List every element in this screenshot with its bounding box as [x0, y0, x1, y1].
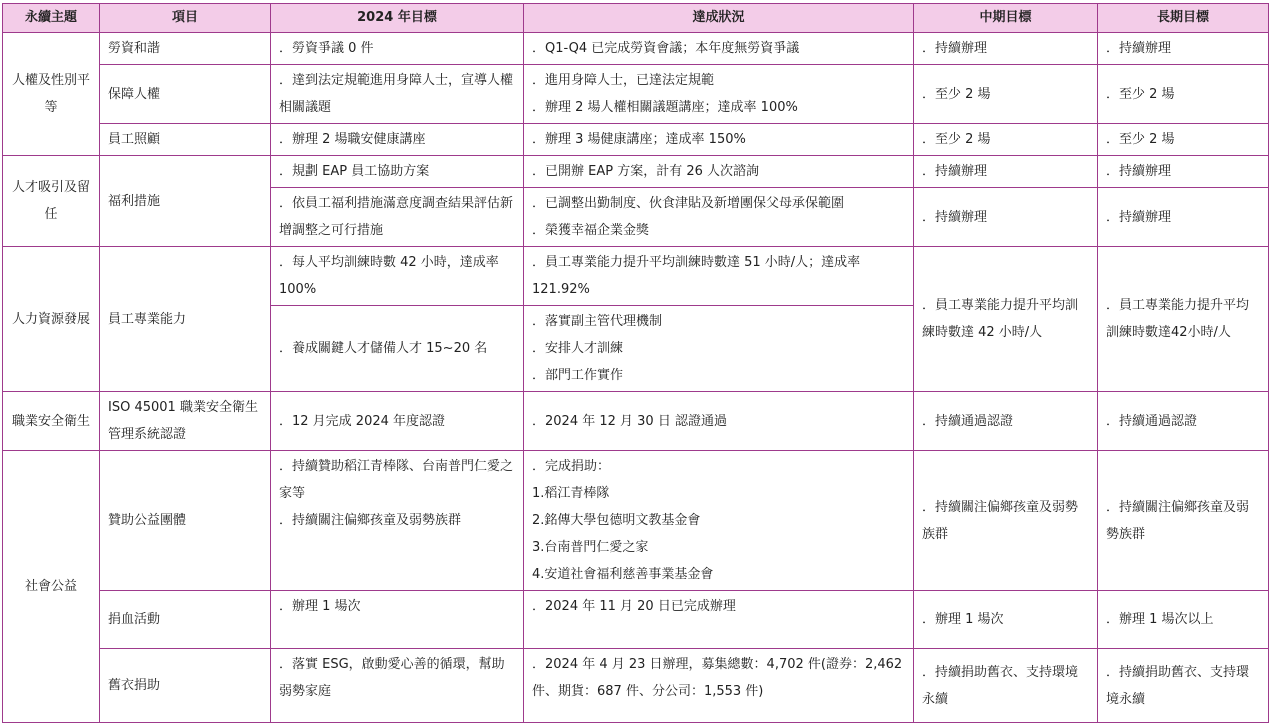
long-labor: ．持續辦理	[1098, 33, 1269, 65]
header-long-term: 長期目標	[1098, 4, 1269, 33]
mid-clothes: ．持續捐助舊衣、支持環境永續	[914, 649, 1098, 723]
status-labor: ．Q1-Q4 已完成勞資會議；本年度無勞資爭議	[524, 33, 914, 65]
target-sponsor	[271, 451, 524, 591]
status-iso: ．2024 年 12 月 30 日 認證通過	[524, 392, 914, 451]
status-sponsor-line: ．完成捐助：	[532, 459, 611, 474]
header-2024-target: 2024 年目標	[271, 4, 524, 33]
status-sponsor-line: 2.銘傳大學包德明文教基金會	[532, 513, 701, 528]
topic-talent: 人才吸引及留任	[3, 156, 100, 247]
long-blood: ．辦理 1 場次以上	[1098, 591, 1269, 649]
long-sponsor: ．持續關注偏鄉孩童及弱勢族群	[1098, 451, 1269, 591]
status-care: ．辦理 3 場健康講座；達成率 150%	[524, 124, 914, 156]
topic-ohs: 職業安全衛生	[3, 392, 100, 451]
long-iso: ．持續通過認證	[1098, 392, 1269, 451]
status-welfare-2	[524, 188, 914, 247]
status-welfare-1: ．已開辦 EAP 方案，計有 26 人次諮詢	[524, 156, 914, 188]
table-row	[3, 392, 1269, 451]
topic-human-rights: 人權及性別平等	[3, 33, 100, 156]
item-iso: ISO 45001 職業安全衛生管理系統認證	[100, 392, 271, 451]
topic-hr-development: 人力資源發展	[3, 247, 100, 392]
mid-welfare-1: ．持續辦理	[914, 156, 1098, 188]
mid-blood: ．辦理 1 場次	[914, 591, 1098, 649]
item-clothes: 舊衣捐助	[100, 649, 271, 723]
mid-iso: ．持續通過認證	[914, 392, 1098, 451]
target-sponsor-line: ．持續贊助稻江青棒隊、台南普門仁愛之家等	[279, 459, 514, 501]
long-care: ．至少 2 場	[1098, 124, 1269, 156]
long-welfare-2: ．持續辦理	[1098, 188, 1269, 247]
target-skill-2: ．養成關鍵人才儲備人才 15~20 名	[271, 306, 524, 392]
header-status: 達成狀況	[524, 4, 914, 33]
status-skill-2	[524, 306, 914, 392]
table-row	[3, 156, 1269, 188]
long-clothes: ．持續捐助舊衣、支持環境永續	[1098, 649, 1269, 723]
long-protect: ．至少 2 場	[1098, 65, 1269, 124]
status-skill-line: ．安排人才訓練	[532, 341, 624, 356]
table-row	[3, 247, 1269, 306]
status-skill-line: ．落實副主管代理機制	[532, 314, 663, 329]
item-blood: 捐血活動	[100, 591, 271, 649]
target-labor: ．勞資爭議 0 件	[271, 33, 524, 65]
target-blood: ．辦理 1 場次	[271, 591, 524, 649]
table-row	[3, 124, 1269, 156]
status-protect-line: ．進用身障人士，已達法定規範	[532, 73, 715, 88]
long-welfare-1: ．持續辦理	[1098, 156, 1269, 188]
sustainability-goals-table	[2, 3, 1269, 723]
topic-social: 社會公益	[3, 451, 100, 723]
item-sponsor: 贊助公益團體	[100, 451, 271, 591]
status-sponsor-line: 1.稻江青棒隊	[532, 486, 610, 501]
target-welfare-2: ．依員工福利措施滿意度調查結果評估新增調整之可行措施	[271, 188, 524, 247]
table-row	[3, 649, 1269, 723]
status-skill-line: ．部門工作實作	[532, 368, 624, 383]
mid-protect: ．至少 2 場	[914, 65, 1098, 124]
table-row	[3, 591, 1269, 649]
mid-welfare-2: ．持續辦理	[914, 188, 1098, 247]
status-skill-1: ．員工專業能力提升平均訓練時數達 51 小時/人；達成率 121.92%	[524, 247, 914, 306]
status-sponsor	[524, 451, 914, 591]
status-blood: ．2024 年 11 月 20 日已完成辦理	[524, 591, 914, 649]
status-sponsor-line: 4.安道社會福利慈善事業基金會	[532, 567, 714, 582]
target-protect: ．達到法定規範進用身障人士，宣導人權相關議題	[271, 65, 524, 124]
header-topic: 永續主題	[3, 4, 100, 33]
status-clothes: ．2024 年 4 月 23 日辦理，募集總數：4,702 件(證券：2,462 件、期貨：687 件、分公司：1,553 件)	[524, 649, 914, 723]
target-sponsor-line: ．持續關注偏鄉孩童及弱勢族群	[279, 513, 462, 528]
status-protect	[524, 65, 914, 124]
target-skill-1: ．每人平均訓練時數 42 小時，達成率 100%	[271, 247, 524, 306]
mid-care: ．至少 2 場	[914, 124, 1098, 156]
table-row	[3, 65, 1269, 124]
long-skill: ．員工專業能力提升平均訓練時數達42小時/人	[1098, 247, 1269, 392]
mid-labor: ．持續辦理	[914, 33, 1098, 65]
table-row	[3, 451, 1269, 591]
header-row	[3, 4, 1269, 33]
table-row	[3, 33, 1269, 65]
status-protect-line: ．辦理 2 場人權相關議題講座；達成率 100%	[532, 100, 798, 115]
status-welfare-line: ．已調整出勤制度、伙食津貼及新增團保父母承保範圍	[532, 196, 845, 211]
item-protect: 保障人權	[100, 65, 271, 124]
item-skill: 員工專業能力	[100, 247, 271, 392]
target-clothes: ．落實 ESG，啟動愛心善的循環，幫助弱勢家庭	[271, 649, 524, 723]
mid-skill: ．員工專業能力提升平均訓練時數達 42 小時/人	[914, 247, 1098, 392]
target-welfare-1: ．規劃 EAP 員工協助方案	[271, 156, 524, 188]
target-care: ．辦理 2 場職安健康講座	[271, 124, 524, 156]
mid-sponsor: ．持續關注偏鄉孩童及弱勢族群	[914, 451, 1098, 591]
target-iso: ．12 月完成 2024 年度認證	[271, 392, 524, 451]
item-welfare: 福利措施	[100, 156, 271, 247]
item-care: 員工照顧	[100, 124, 271, 156]
status-welfare-line: ．榮獲幸福企業金獎	[532, 223, 650, 238]
header-mid-term: 中期目標	[914, 4, 1098, 33]
item-labor: 勞資和諧	[100, 33, 271, 65]
status-sponsor-line: 3.台南普門仁愛之家	[532, 540, 649, 555]
header-item: 項目	[100, 4, 271, 33]
